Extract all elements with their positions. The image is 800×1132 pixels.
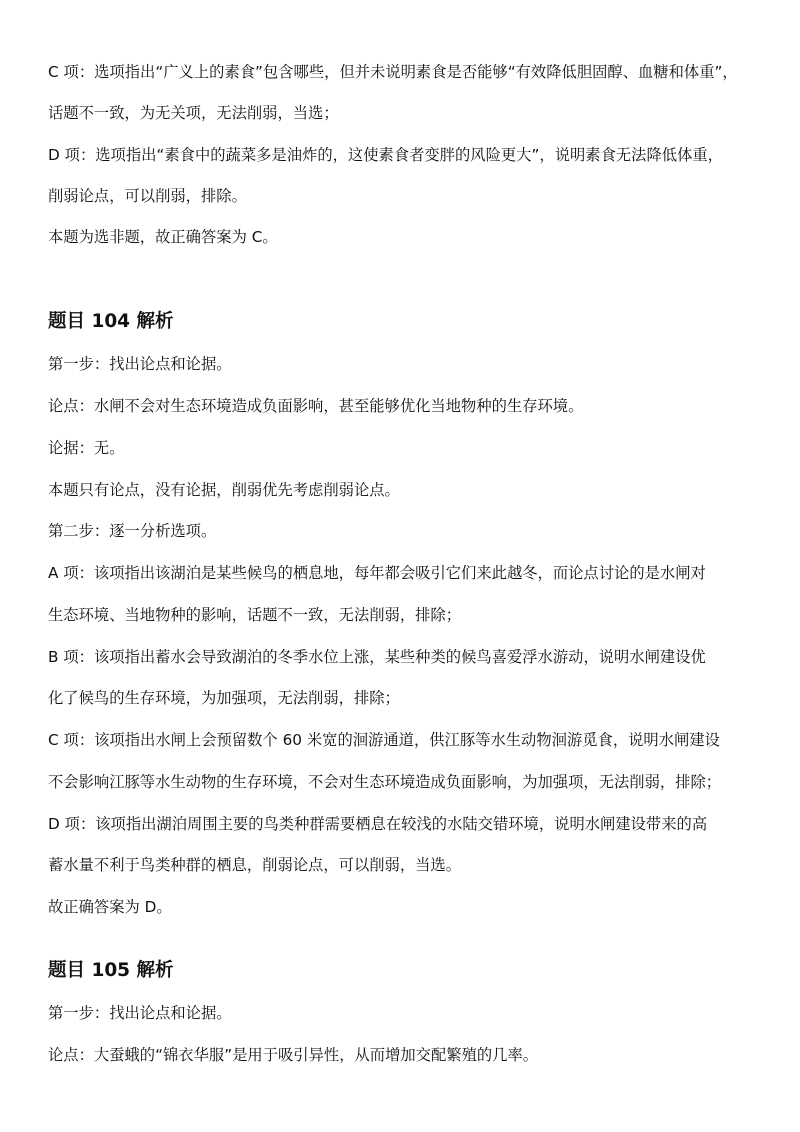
paragraph-line: 论点：大蚕蛾的“锦衣华服”是用于吸引异性，从而增加交配繁殖的几率。 [48, 1046, 539, 1064]
paragraph-line: 化了候鸟的生存环境，为加强项，无法削弱，排除； [48, 689, 400, 707]
section-heading-105: 题目 105 解析 [48, 960, 174, 981]
paragraph-line: 话题不一致，为无关项，无法削弱，当选； [48, 104, 339, 122]
paragraph-line: 论据：无。 [48, 439, 125, 457]
paragraph-line: 蓄水量不利于鸟类种群的栖息，削弱论点，可以削弱，当选。 [48, 856, 462, 874]
paragraph-line: D 项：该项指出湖泊周围主要的鸟类种群需要栖息在较浅的水陆交错环境，说明水闸建设带来的高 [48, 815, 708, 833]
paragraph-line: 不会影响江豚等水生动物的生存环境，不会对生态环境造成负面影响，为加强项，无法削弱，排除； [48, 773, 722, 791]
paragraph-line: 故正确答案为 D。 [48, 898, 172, 916]
paragraph-line: 本题为选非题，故正确答案为 C。 [48, 228, 278, 246]
paragraph-line: C 项：选项指出“广义上的素食”包含哪些，但并未说明素食是否能够“有效降低胆固醇、血糖和体重”， [48, 63, 738, 81]
paragraph-line: 生态环境、当地物种的影响，话题不一致，无法削弱，排除； [48, 606, 462, 624]
paragraph-line: B 项：该项指出蓄水会导致湖泊的冬季水位上涨，某些种类的候鸟喜爱浮水游动，说明水闸建设优 [48, 648, 706, 666]
paragraph-line: 第一步：找出论点和论据。 [48, 1004, 232, 1022]
paragraph-line: 论点：水闸不会对生态环境造成负面影响，甚至能够优化当地物种的生存环境。 [48, 397, 584, 415]
paragraph-line: 削弱论点，可以削弱，排除。 [48, 187, 247, 205]
paragraph-line: C 项：该项指出水闸上会预留数个 60 米宽的洄游通道，供江豚等水生动物洄游觅食，说明水闸建设 [48, 731, 720, 749]
section-heading-104: 题目 104 解析 [48, 311, 174, 332]
paragraph-line: D 项：选项指出“素食中的蔬菜多是油炸的，这使素食者变胖的风险更大”，说明素食无法降低体重， [48, 146, 723, 164]
paragraph-line: A 项：该项指出该湖泊是某些候鸟的栖息地，每年都会吸引它们来此越冬，而论点讨论的是水闸对 [48, 564, 706, 582]
paragraph-line: 第一步：找出论点和论据。 [48, 355, 232, 373]
paragraph-line: 第二步：逐一分析选项。 [48, 522, 217, 540]
paragraph-line: 本题只有论点，没有论据，削弱优先考虑削弱论点。 [48, 481, 400, 499]
